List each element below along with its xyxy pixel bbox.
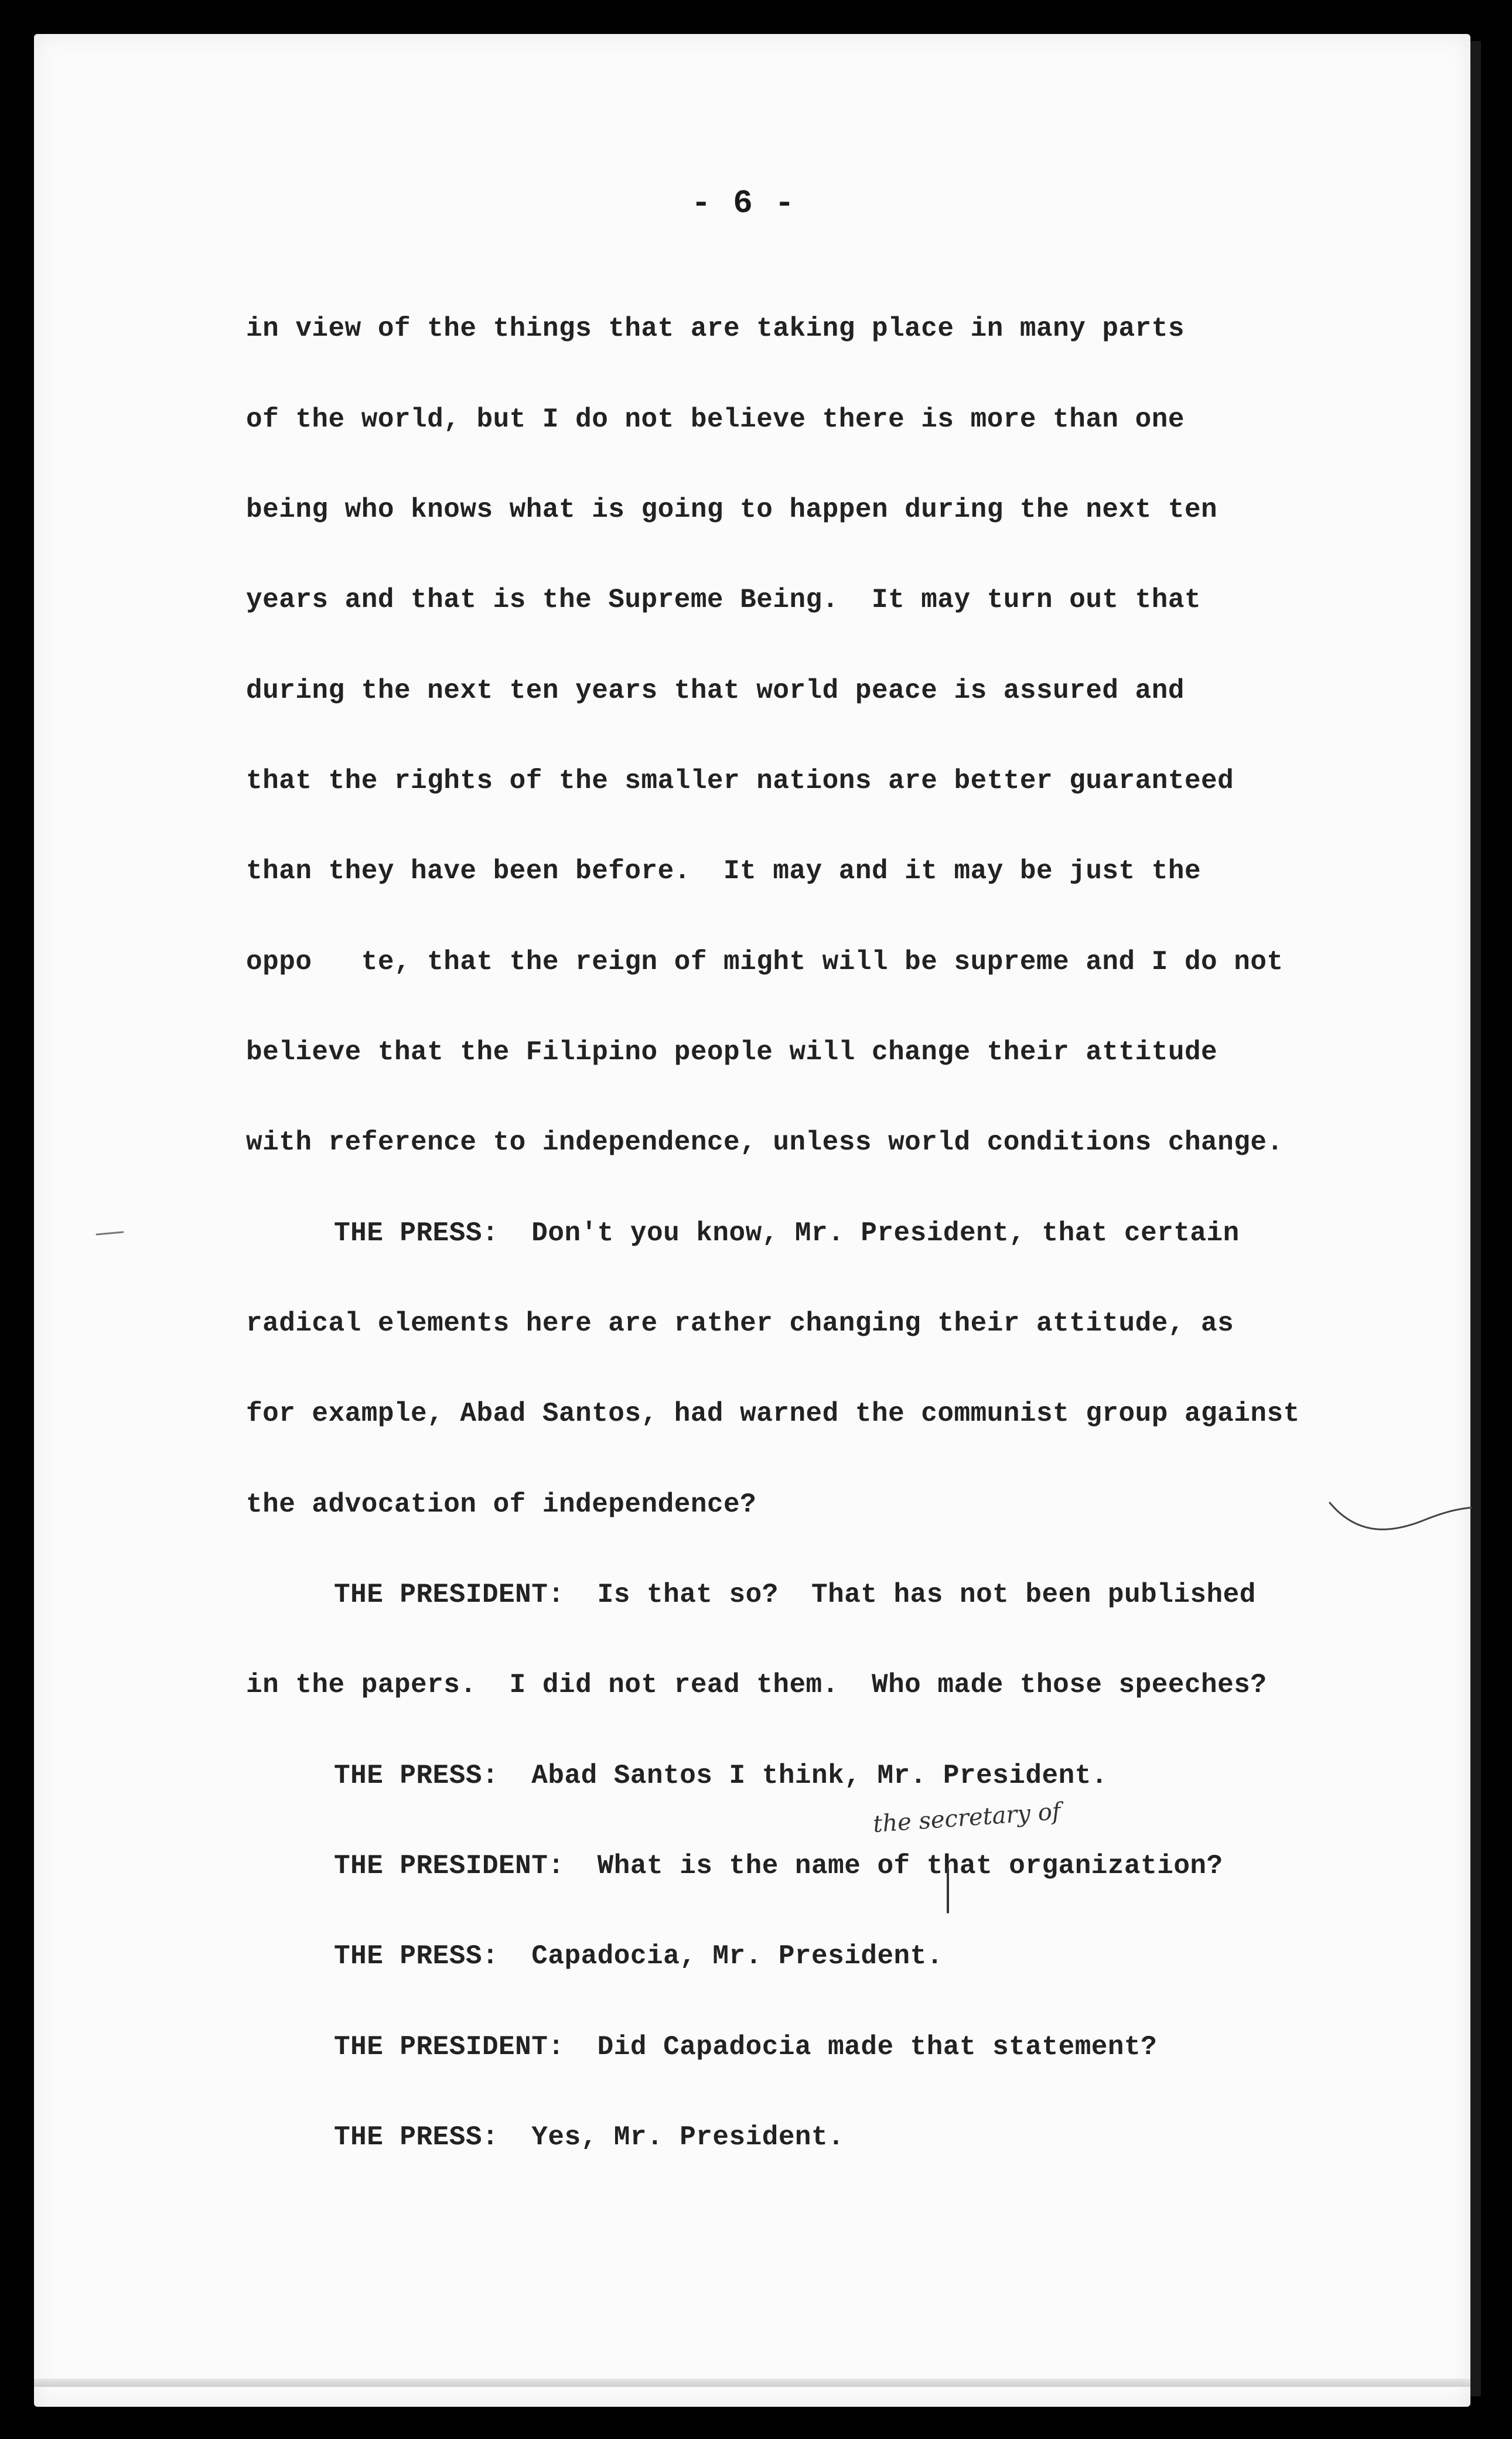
text-line-14: the advocation of independence? [246,1489,757,1520]
text-line-4: years and that is the Supreme Being. It may turn out that [246,585,1202,615]
text-line-17: THE PRESS: Abad Santos I think, Mr. President. [334,1761,1108,1791]
margin-dash-mark [94,1227,129,1239]
text-line-13: for example, Abad Santos, had warned the communist group against [246,1398,1300,1429]
page-edge-shadow [1470,41,1481,2396]
text-line-11: THE PRESS: Don't you know, Mr. President, that certain [334,1218,1240,1249]
text-line-21: THE PRESS: Yes, Mr. President. [334,2122,845,2153]
text-line-10: with reference to independence, unless world conditions change. [246,1127,1284,1158]
text-line-19: THE PRESS: Capadocia, Mr. President. [334,1941,943,1971]
insertion-caret-mark [942,1868,954,1915]
page-number: - 6 - [691,185,796,222]
margin-pencil-stroke [1324,1491,1476,1544]
text-line-6: that the rights of the smaller nations are better guaranteed [246,766,1234,796]
text-line-18: THE PRESIDENT: What is the name of that organization? [334,1851,1223,1881]
text-line-2: of the world, but I do not believe there is more than one [246,404,1185,435]
handwritten-annotation: the secretary of [872,1797,1062,1838]
text-line-8: oppo te, that the reign of might will be supreme and I do not [246,947,1284,977]
text-line-15: THE PRESIDENT: Is that so? That has not been published [334,1580,1256,1610]
page-bottom-edge [34,2379,1470,2387]
text-line-16: in the papers. I did not read them. Who made those speeches? [246,1670,1267,1700]
text-line-9: believe that the Filipino people will change their attitude [246,1037,1218,1067]
text-line-12: radical elements here are rather changing their attitude, as [246,1308,1234,1339]
text-line-1: in view of the things that are taking place in many parts [246,313,1185,344]
text-line-7: than they have been before. It may and it may be just the [246,856,1202,886]
text-line-20: THE PRESIDENT: Did Capadocia made that statement? [334,2032,1158,2062]
text-line-5: during the next ten years that world peace is assured and [246,676,1185,706]
text-line-3: being who knows what is going to happen during the next ten [246,494,1218,525]
